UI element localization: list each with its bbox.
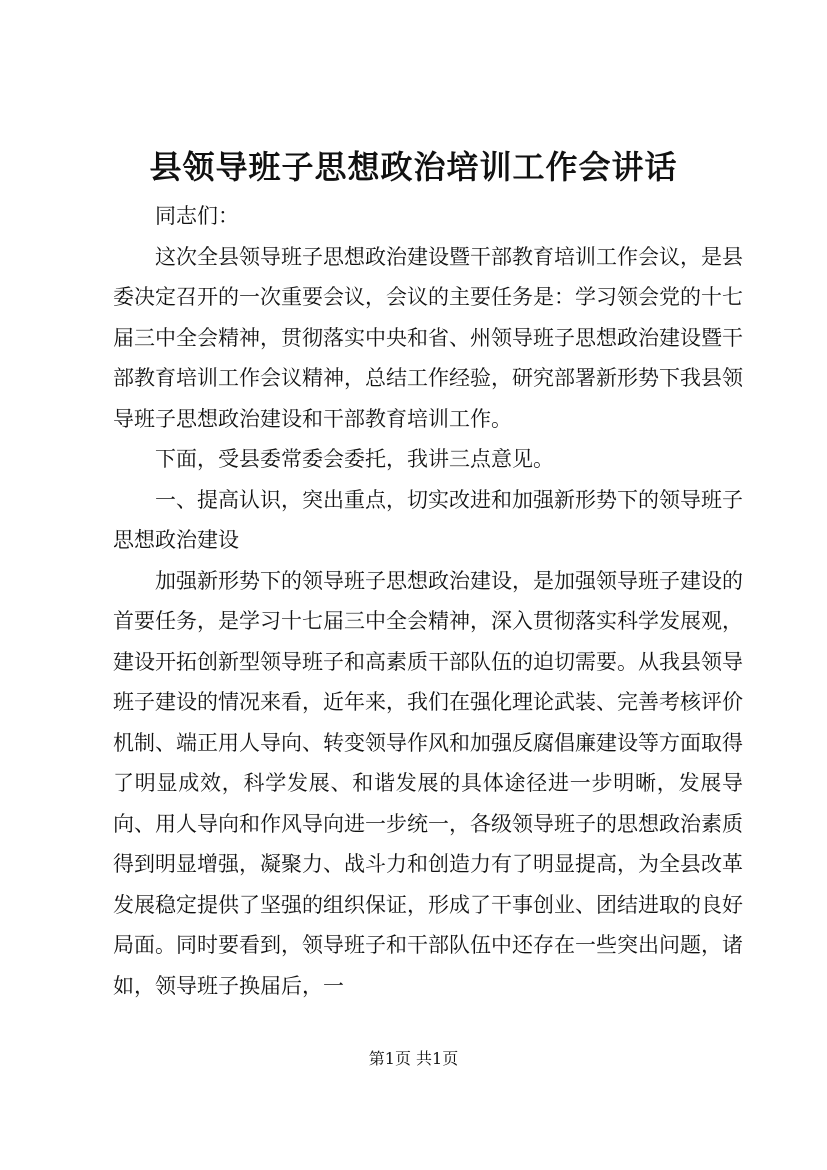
document-body (113, 196, 743, 1006)
document-title: 县领导班子思想政治培训工作会讲话 (149, 148, 678, 186)
section-heading-1: 一、提高认识，突出重点，切实改进和加强新形势下的领导班子思想政治建设 (113, 487, 743, 552)
salutation: 同志们： (155, 204, 239, 228)
paragraph-2: 下面，受县委常委会委托，我讲三点意见。 (155, 447, 554, 471)
paragraph-1: 这次全县领导班子思想政治建设暨干部教育培训工作会议，是县委决定召开的一次重要会议，会议的主要任务是：学习领会党的十七届三中全会精神，贯彻落实中央和省、州领导班子思想政治建设暨干部教育培训工作会议精神，总结工作经验，研究部署新形势下我县领导班子思想政治建设和干部教育培训工作。 (113, 244, 743, 431)
paragraph-3: 加强新形势下的领导班子思想政治建设，是加强领导班子建设的首要任务，是学习十七届三中全会精神，深入贯彻落实科学发展观，建设开拓创新型领导班子和高素质干部队伍的迫切需要。从我县领导班子建设的情况来看，近年来，我们在强化理论武装、完善考核评价机制、端正用人导向、转变领导作风和加强反腐倡廉建设等方面取得了明显成效，科学发展、和谐发展的具体途径进一步明晰，发展导向、用人导向和作风导向进一步统一，各级领导班子的思想政治素质得到明显增强，凝聚力、战斗力和创造力有了明显提高，为全县改革发展稳定提供了坚强的组织保证，形成了干事创业、团结进取的良好局面。同时要看到，领导班子和干部队伍中还存在一些突出问题，诸如，领导班子换届后，一 (113, 568, 743, 998)
page-footer: 第1页 共1页 (368, 1049, 459, 1068)
